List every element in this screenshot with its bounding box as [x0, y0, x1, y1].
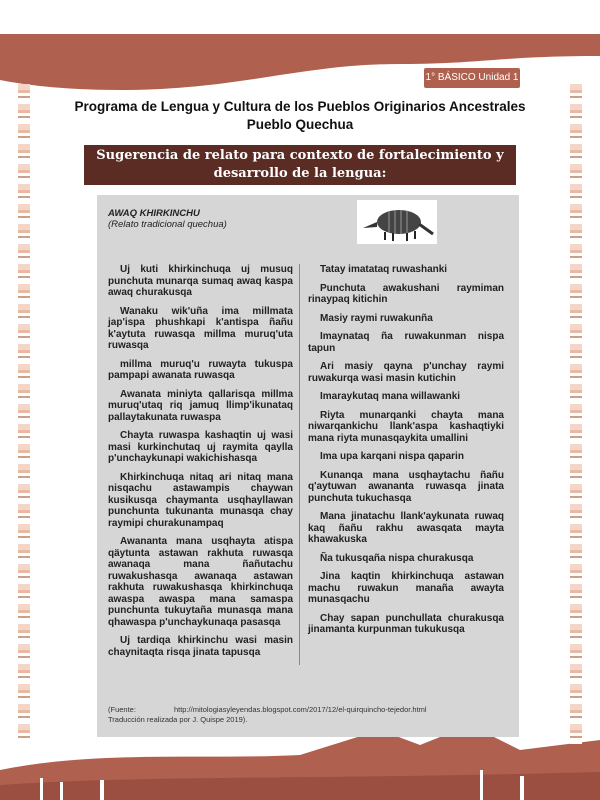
story-paragraph: Ari masiy qayna p'unchay raymi ruwakurqa wasi masin kutichin	[308, 361, 504, 384]
story-paragraph: Ña tukusqaña nispa churakusqa	[320, 552, 474, 564]
story-title: AWAQ KHIRKINCHU	[108, 208, 200, 219]
story-column-left	[108, 264, 300, 665]
grade-unit-badge: 1° BÁSICO Unidad 1	[424, 68, 520, 88]
story-paragraph: Uj tardiqa khirkinchu wasi masin chaynitaqta risqa jinata tapusqa	[108, 635, 293, 658]
story-paragraph: Chay sapan punchullata churakusqa jinamanta kurpunman tukukusqa	[308, 612, 504, 635]
story-paragraph: millma muruq'u ruwayta tukuspa pampapi awanata ruwasqa	[108, 358, 293, 381]
section-title: Sugerencia de relato para contexto de fortalecimiento y desarrollo de la lengua:	[84, 145, 516, 185]
story-paragraph: Ima upa karqani nispa qaparin	[320, 451, 464, 462]
story-paragraph: Tatay imatataq ruwashanki	[320, 264, 448, 275]
left-pattern-border	[18, 84, 30, 744]
story-paragraph: Mana jinatachu llank'aykunata ruwaq kaq ñañu rakhu awasqata mayta khawakuska	[308, 511, 504, 545]
page-title	[60, 98, 540, 134]
source-note	[108, 705, 511, 725]
story-paragraph: Awanata miniyta qallarisqa millma muruq'utaq riq jamuq llimp'ikunataq pallaytakunata ruwaspa	[108, 388, 293, 423]
story-paragraph: Imaraykutaq mana willawanki	[320, 391, 461, 402]
story-paragraph: Chayta ruwaspa kashaqtin uj wasi masi kurkinchutaq uj raymita qaylla p'unchaykunapi wakichishasqa	[108, 430, 293, 464]
source-label: (Fuente:	[108, 705, 136, 714]
source-url[interactable]: http://mitologiasyleyendas.blogspot.com/2017/12/el-quirquincho-tejedor.html	[173, 705, 427, 714]
story-subtitle: (Relato tradicional quechua)	[108, 219, 227, 230]
story-paragraph: Riyta munarqanki chayta mana niwarqankichu llank'aspa kashaqtiyki mana riyta munasqaykita umallini	[308, 409, 504, 444]
story-paragraph: Wanaku wik'uña ima millmata jap'ispa phushkapi k'antispa ñañu k'aytuta ruwasqa millma muruq'uta ruwasqa	[108, 305, 293, 351]
title-line-2: Pueblo Quechua	[246, 117, 354, 132]
story-paragraph: Masiy raymi ruwakunña	[320, 312, 433, 324]
story-heading	[108, 208, 227, 230]
translation-credit: Traducción realizada por J. Quispe 2019).	[108, 715, 248, 724]
story-paragraph: Kunanqa mana usqhaytachu ñañu q'aytuwan awananta ruwasqa jinata punchuta tukuchasqa	[308, 469, 504, 504]
story-paragraph: Awananta mana usqhayta atispa qäytunta astawan rakhuta ruwasqa awanaqa mana ñañutachu ruwakushasqa awanaqa astawan rakhuta ruwakushasqa khirkinchuqa awaspa awaspa mana samaspa punchunta tukuytaña munasqa mana qhawaspa p'unchaykunaqa pasasqa	[108, 536, 293, 628]
story-column-right	[300, 264, 504, 665]
story-paragraph: Imaynataq ña ruwakunman nispa tapun	[308, 331, 504, 354]
story-paragraph: Khirkinchuqa nitaq ari nitaq mana nisqachu astawampis chaywan kusikusqa chaymanta usqhayllawan punchunta tukunanta munasqa chay raymipi churakunampaq	[108, 471, 293, 529]
story-paragraph: Punchuta awakushani raymiman rinaypaq kitichin	[308, 282, 504, 305]
story-paragraph: Jina kaqtin khirkinchuqa astawan machu ruwakun manaña awayta munasqachu	[308, 571, 504, 605]
story-paragraph: Uj kuti khirkinchuqa uj musuq punchuta munarqa sumaq awaq kaspa awaq churakusqa	[108, 264, 293, 298]
right-pattern-border	[570, 84, 582, 744]
armadillo-illustration	[357, 200, 437, 244]
title-line-1: Programa de Lengua y Cultura de los Pueblos Originarios Ancestrales	[74, 99, 526, 114]
story-panel	[97, 195, 519, 737]
